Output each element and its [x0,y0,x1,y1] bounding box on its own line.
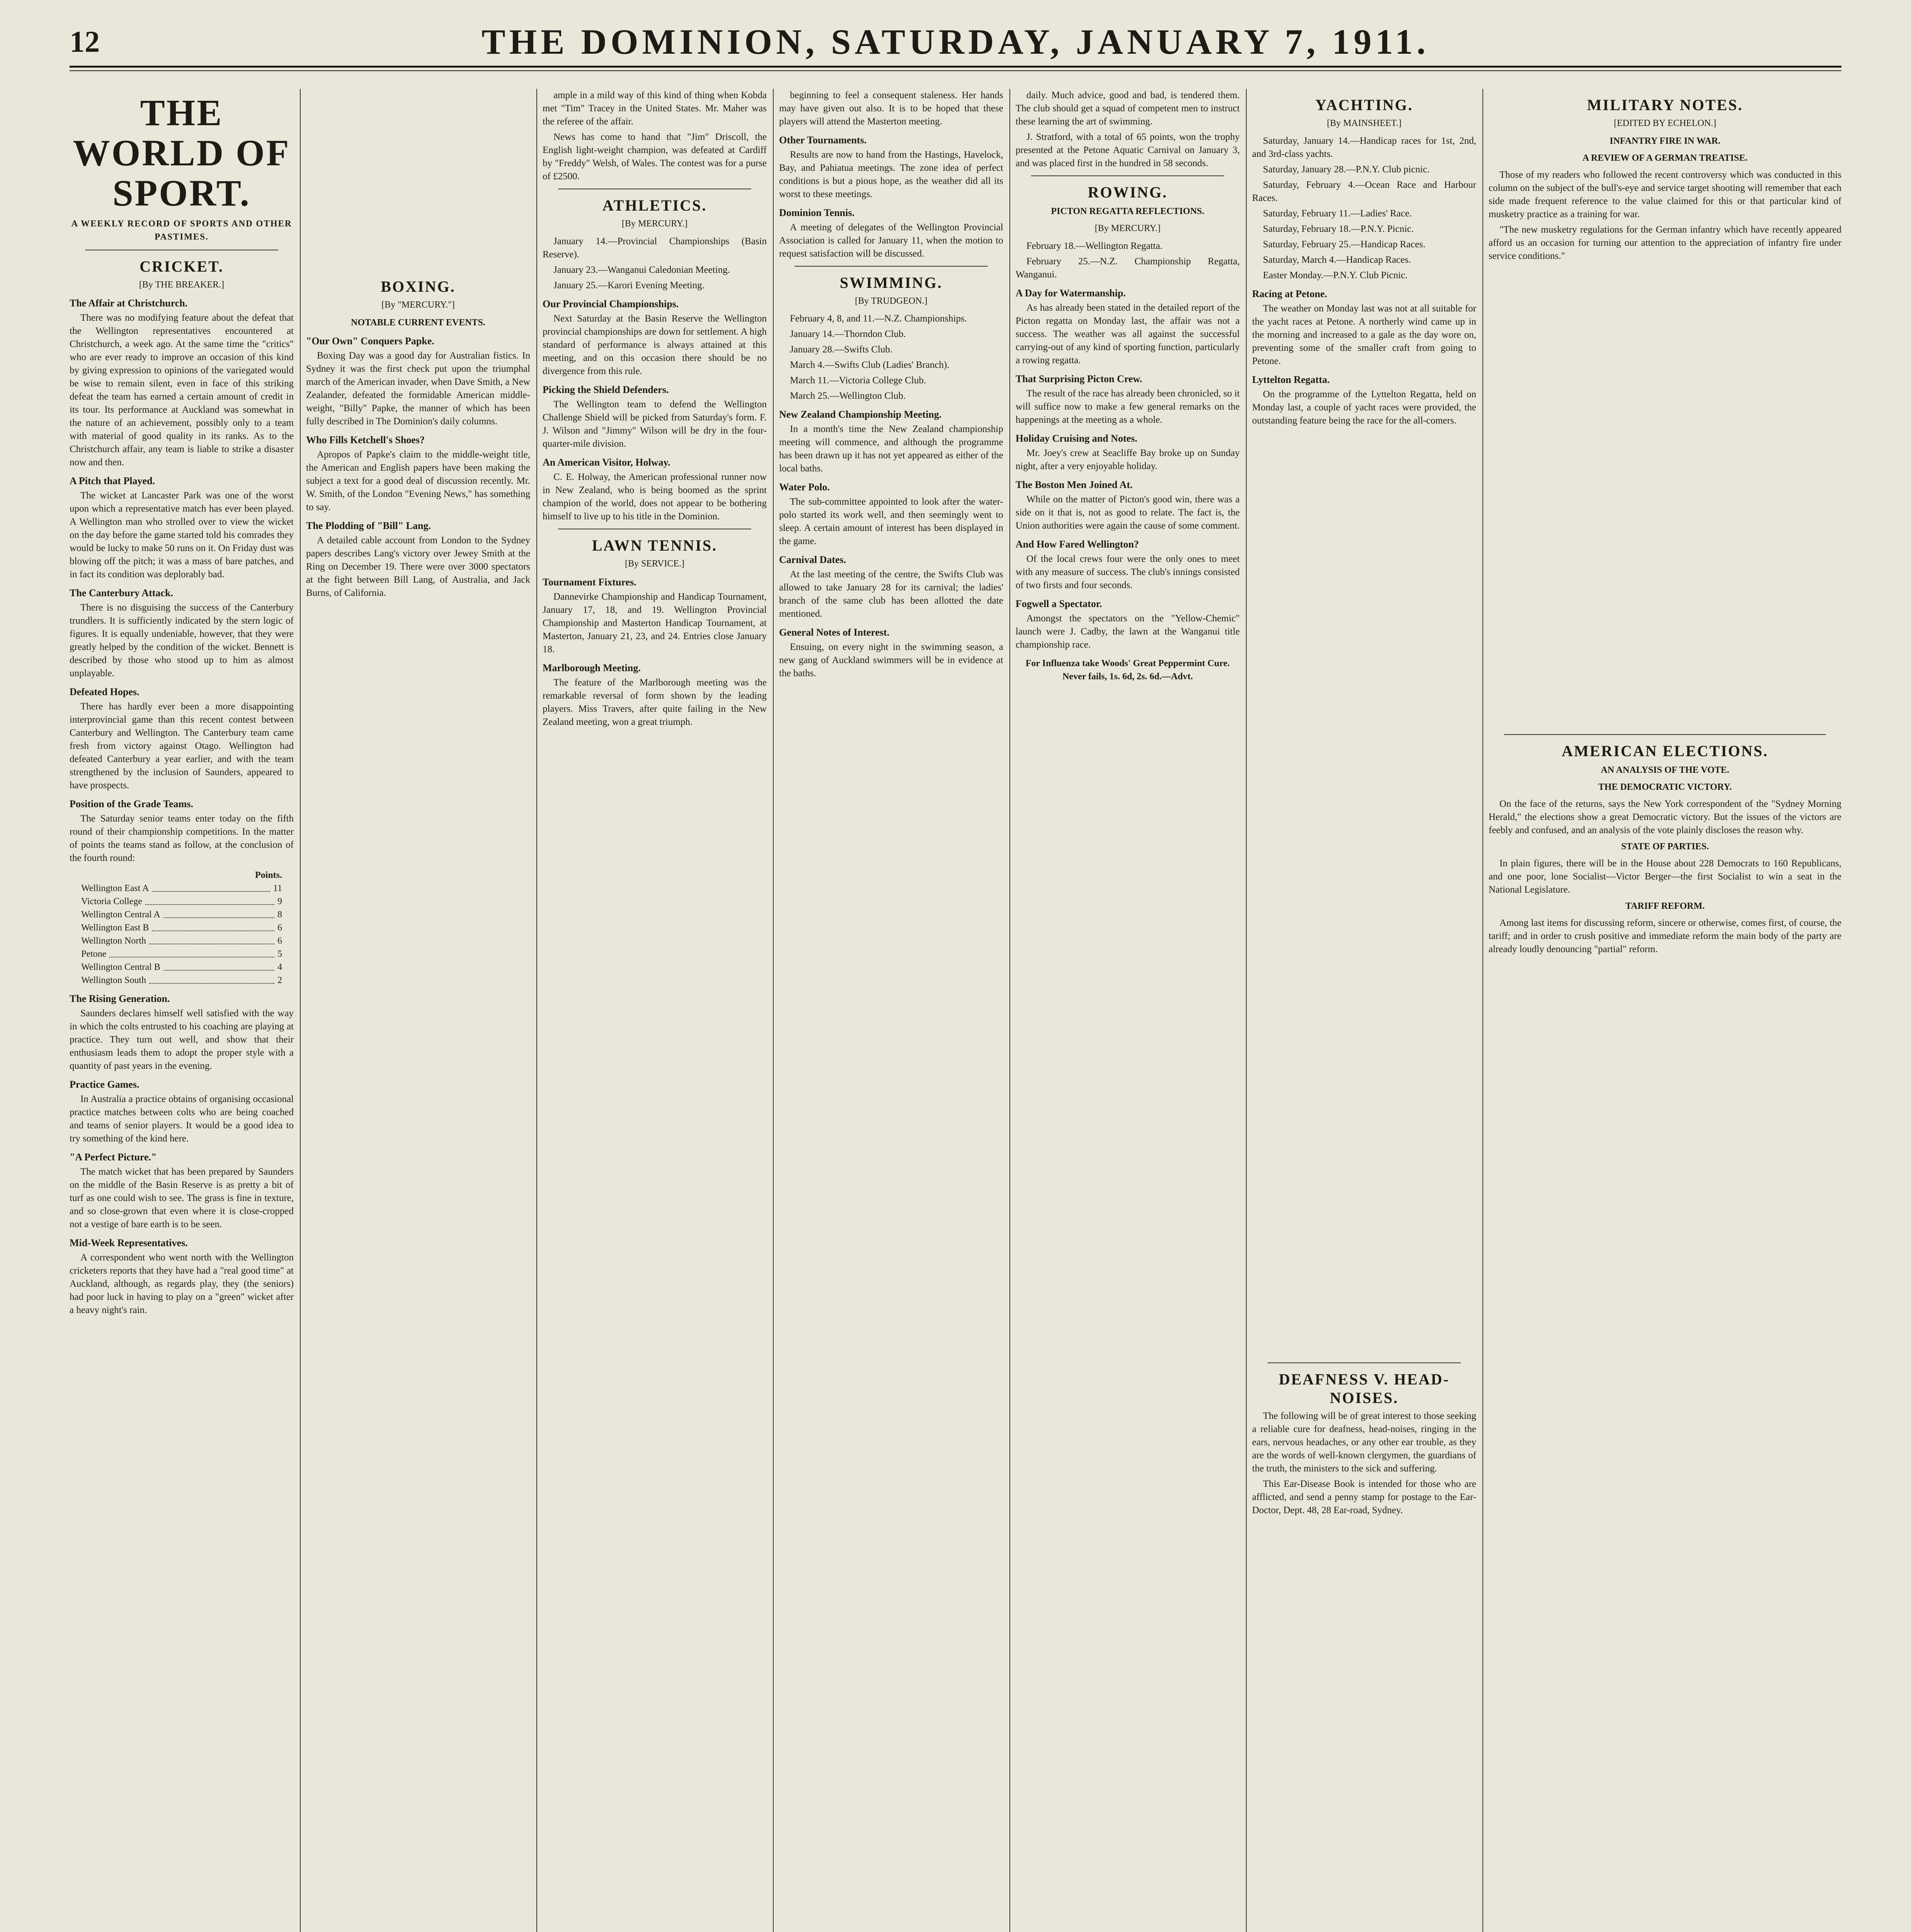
athletics-intro-2: News has come to hand that "Jim" Driscoll, the English light-weight champion, was defeated at Cardiff by "Freddy" Welsh, of Wales. The contest was for a purse of £2500. [543,132,767,182]
cricket-section: "A Perfect Picture." The match wicket that has been prepared by Saunders on the middle of the Basin Reserve is as pretty a bit of turf as one could wish to see. The grass is fine in texture, and so close-grown that even where it is close-cropped not a vestige of bare earth is to be seen. [70,1151,294,1230]
swimming-heading: SWIMMING. [840,274,943,291]
masthead-rule-thin [70,70,1841,71]
table-row: Victoria College 9 [81,895,282,908]
military-subheading: INFANTRY FIRE IN WAR. [1610,136,1720,146]
fixture-item: March 4.—Swifts Club (Ladies' Branch). [790,360,950,370]
cricket-byline: [By THE BREAKER.] [139,280,225,290]
yachting-section: Racing at Petone. The weather on Monday last was not at all suitable for the yacht races at Petone. A northerly wind came up in the morning and increased to a gale as the day wore on, preventing some of the smaller craft from going to Petone. [1252,288,1476,366]
fixture-item: March 11.—Victoria College Club. [790,375,926,386]
cricket-section: The Affair at Christchurch. There was no modifying feature about the defeat that the Wellington representatives encountered at Christchurch, a week ago. At the same time the "critics" who are ever ready to improve an occasion of this kind by giving expression to opinions of the variegated would be wise to remain silent, even in face of this striking defeat the team has earned a certain amount of credit in its tour. Its performance at Auckland was somewhat in the nature of an achievement, possibly only to a team with material of good quality in its ranks. As to the Christchurch affair, any team is liable to strike a disaster now and then. [70,298,294,468]
fixture-item: January 14.—Thorndon Club. [790,329,906,339]
cricket-heading: CRICKET. [140,258,224,275]
tennis-section: Dominion Tennis. A meeting of delegates of the Wellington Provincial Association is called for January 11, when the motion to request satisfaction will be discussed. [779,207,1003,259]
divider [1268,1362,1461,1363]
rowing-heading: ROWING. [1087,184,1168,201]
boxing-byline: [By "MERCURY."] [381,300,455,310]
swimming-byline: [By TRUDGEON.] [855,296,927,306]
masthead-rule [70,66,1841,68]
fixture-item: Saturday, January 28.—P.N.Y. Club picnic. [1263,164,1430,175]
rowing-section: A Day for Watermanship. As has already been stated in the detailed report of the Picton regatta on Monday last, the affair was not a success. The weather was all against the successful carrying-out of any kind of sporting function, particularly a rowing regatta. [1016,287,1240,366]
divider [795,266,988,267]
deafness-text: The following will be of great interest to those seeking a reliable cure for deafness, head-noises, ringing in the ears, nervous headaches, or any other ear trouble, as they are the words of well-known clergymen, the guardians of the truth, the ministers to the sick and suffering. [1252,1411,1476,1474]
military-text-2: "The new musketry regulations for the German infantry which have recently appeared afford us an occasion for turning our attention to the appreciation of infantry fire under service conditions." [1489,224,1841,261]
lawn-tennis-byline: [By SERVICE.] [625,559,685,569]
fixture-item: Easter Monday.—P.N.Y. Club Picnic. [1263,270,1408,281]
american-section: TARIFF REFORM. Among last items for discussing reform, sincere or otherwise, comes first, of course, the tariff; and in order to crush positive and immediate reform the main body of the party are already loudly denouncing "partial" reform. [1489,901,1841,954]
table-row: Petone 5 [81,947,282,961]
fixture-item: Saturday, February 18.—P.N.Y. Picnic. [1263,224,1414,234]
cricket-section: A Pitch that Played. The wicket at Lancaster Park was one of the worst upon which a representative match has ever been played. A Wellington man who strolled over to view the wicket on the day before the game started told his comrades they would be lucky to make 50 runs on it. On Friday dust was blowing off the pitch; it was a mass of bare patches, and in fact its condition was deplorably bad. [70,475,294,580]
swimming-section: Carnival Dates. At the last meeting of the centre, the Swifts Club was allowed to take January 28 for its carnival; the ladies' branch of the same club has been allotted the date mentioned. [779,554,1003,619]
military-subheading-2: A REVIEW OF A GERMAN TREATISE. [1582,153,1748,163]
swimming-section: General Notes of Interest. Ensuing, on every night in the swimming season, a new gang of Auckland swimmers will be in evidence at the baths. [779,627,1003,679]
points-table [81,869,282,987]
american-subheading: AN ANALYSIS OF THE VOTE. [1601,765,1729,775]
cricket-section: The Rising Generation. Saunders declares himself well satisfied with the way in which the colts entrusted to his coaching are playing at practice. They turn out well, and show that their enthusiasm leads them to adopt the proper style with a quantity of past years in the evening. [70,993,294,1071]
world-of-sport-title: THE WORLD OF SPORT. [73,92,291,214]
table-row: Wellington North 6 [81,934,282,947]
rowing-section: Fogwell a Spectator. Amongst the spectators on the "Yellow-Chemic" launch were J. Cadby, the lawn at the Wanganui title championship race. [1016,598,1240,650]
cricket-section: Mid-Week Representatives. A correspondent who went north with the Wellington cricketers reports that they have had a "real good time" at Auckland, although, as regards play, they (the seniors) had poor luck in having to play on a "green" wicket after a heavy night's rain. [70,1237,294,1315]
fixture-item: January 28.—Swifts Club. [790,344,893,355]
column-separator [1482,89,1483,1932]
athletics-heading: ATHLETICS. [602,197,707,214]
athletics-section: Our Provincial Championships. Next Saturday at the Basin Reserve the Wellington provincial championships are down for settlement. A high standard of performance is always attained at this meeting, and on this occasion there should be no divergence from this rule. [543,298,767,376]
world-of-sport-subtitle: A WEEKLY RECORD OF SPORTS AND OTHER PASTIMES. [71,219,292,242]
column-separator [300,89,301,1932]
boxing-heading: BOXING. [381,278,456,295]
boxing-section: Who Fills Ketchell's Shoes? Apropos of Papke's claim to the middle-weight title, the American and English papers have been making the subject a text for a good deal of discussion recently. Mr. W. Smith, of the London "Evening News," has something to say. [306,434,530,512]
column-2 [306,89,530,1932]
fixture-item: Saturday, February 4.—Ocean Race and Harbour Races. [1252,180,1476,203]
rowing-section: And How Fared Wellington? Of the local crews four were the only ones to meet with any measure of success. The club's innings consisted of two firsts and four seconds. [1016,539,1240,590]
column-4 [779,89,1003,1932]
divider [1504,734,1826,735]
tennis-section: Marlborough Meeting. The feature of the Marlborough meeting was the remarkable reversal of form shown by the leading players. Miss Travers, after quite failing in the New Zealand meeting, won a great triumph. [543,662,767,727]
boxing-section: "Our Own" Conquers Papke. Boxing Day was a good day for Australian fistics. In Sydney it was the first check put upon the triumphal march of the American invader, when Dave Smith, a New Zealander, defeated the formidable American middle-weight, "Billy" Papke, the manner of which has been fully described in The Dominion's daily columns. [306,335,530,427]
fixture-item: Saturday, February 11.—Ladies' Race. [1263,208,1412,219]
swimming-section: New Zealand Championship Meeting. In a month's time the New Zealand championship meeting will commence, and although the programme has been drawn up it has not yet appeared as either of the local baths. [779,409,1003,474]
american-text: On the face of the returns, says the New York correspondent of the "Sydney Morning Herald," the elections show a great Democratic victory. But the issues of the victors are feebly and confused, and an analysis of the vote plainly discloses the reason why. [1489,799,1841,835]
fixture-item: March 25.—Wellington Club. [790,391,906,401]
table-row: Wellington East B 6 [81,921,282,934]
lawn-tennis-heading: LAWN TENNIS. [592,537,718,554]
fixture-item: February 25.—N.Z. Championship Regatta, Wanganui. [1016,256,1240,280]
points-table-header: Points. [255,870,282,880]
table-row: Wellington South 2 [81,974,282,987]
column-5 [1016,89,1240,1932]
boxing-subheading: NOTABLE CURRENT EVENTS. [351,318,485,328]
column-1 [70,89,294,1932]
swimming-continued-2: J. Stratford, with a total of 65 points, won the trophy presented at the Petone Aquatic Carnival on January 3, and was placed first in the hundred in 58 seconds. [1016,132,1240,168]
column-separator [1009,89,1010,1932]
swimming-section: Water Polo. The sub-committee appointed to look after the water-polo started its work well, and then seemingly went to sleep. A certain amount of interest has been displayed in the game. [779,481,1003,546]
advertisement: For Influenza take Woods' Great Peppermint Cure. Never fails, 1s. 6d, 2s. 6d.—Advt. [1025,658,1230,682]
rowing-section: The Boston Men Joined At. While on the matter of Picton's good win, there was a side on it that is, not as good to relate. The fact is, the Union authorities were again the cause of some comment. [1016,479,1240,531]
column-separator [1246,89,1247,1932]
table-row: Wellington Central B 4 [81,961,282,974]
table-row: Wellington East A 11 [81,882,282,895]
fixture-item: Saturday, February 25.—Handicap Races. [1263,239,1426,250]
deafness-text-2: This Ear-Disease Book is intended for those who are afflicted, and send a penny stamp for postage to the Ear-Doctor, Dept. 48, 28 Ear-road, Sydney. [1252,1479,1476,1515]
cricket-section: Defeated Hopes. There has hardly ever been a more disappointing interprovincial game than this recent contest between Canterbury and Wellington. The Canterbury team came fresh from victory against Otago. Wellington had defeated Canterbury a year earlier, and with the team strengthened by the inclusion of Saunders, appeared to have prospects. [70,686,294,791]
yachting-byline: [By MAINSHEET.] [1327,118,1402,128]
tennis-section: Other Tournaments. Results are now to hand from the Hastings, Havelock, Bay, and Pahiatua meetings. The zone idea of perfect conditions is but a pious hope, as the weather did all its worst to these meetings. [779,134,1003,199]
column-7 [1489,89,1841,1932]
rowing-section: That Surprising Picton Crew. The result of the race has already been chronicled, so it will suffice now to make a few general remarks on the happenings at the meeting as a whole. [1016,373,1240,425]
newspaper-title: THE DOMINION, SATURDAY, JANUARY 7, 1911. [482,22,1429,61]
swimming-continued: daily. Much advice, good and bad, is tendered them. The club should get a squad of competent men to instruct these learning the art of swimming. [1016,90,1240,127]
american-section: STATE OF PARTIES. In plain figures, there will be in the House about 228 Democrats to 160 Republicans, and one poor, lone Socialist—Victor Berger—the first Socialist to win a seat in the National Legislature. [1489,842,1841,895]
column-3 [543,89,767,1932]
military-text: Those of my readers who followed the recent controversy which was conducted in this column on the subject of the bull's-eye and service target shooting will remember that each side made frequent reference to the value claimed for this or that particular kind of musketry practice as a training for war. [1489,170,1841,219]
cricket-section: Position of the Grade Teams. The Saturday senior teams enter today on the fifth round of their championship competitions. In the matter of points the teams stand as follow, at the conclusion of the fourth round: [70,798,294,863]
yachting-heading: YACHTING. [1315,96,1413,114]
tennis-section: Tournament Fixtures. Dannevirke Championship and Handicap Tournament, January 17, 18, and 19. Wellington Provincial Championship and Masterton Handicap Tournament, at Masterton, January 21, 23, and 24. Entries close January 18. [543,577,767,655]
military-heading: MILITARY NOTES. [1587,96,1743,114]
deafness-heading: DEAFNESS V. HEAD-NOISES. [1279,1371,1450,1406]
athletics-byline: [By MERCURY.] [621,219,688,229]
rowing-byline: [By MERCURY.] [1094,223,1161,233]
cricket-section: The Canterbury Attack. There is no disguising the success of the Canterbury trundlers. It is sufficiently indicated by the stern logic of figures. It is equally undeniable, however, that they were greatly helped by the condition of the wicket. Bennett is described by those who stood up to him as almost unplayable. [70,587,294,679]
table-row: Wellington Central A 8 [81,908,282,921]
cricket-section: Practice Games. In Australia a practice obtains of organising occasional practice matches between colts who are being coached and teams of senior players. It would be a good idea to try something of the kind here. [70,1079,294,1144]
fixture-item: January 23.—Wanganui Caledonian Meeting. [553,265,730,275]
fixture-item: February 4, 8, and 11.—N.Z. Championships. [790,313,967,324]
american-subheading-2: THE DEMOCRATIC VICTORY. [1598,782,1732,792]
column-separator [536,89,537,1932]
yachting-section: Lyttelton Regatta. On the programme of the Lyttelton Regatta, held on Monday last, a couple of yacht races were provided, the outstanding feature being the race for the all-comers. [1252,374,1476,426]
athletics-section: Picking the Shield Defenders. The Wellington team to defend the Wellington Challenge Shield will be picked from Saturday's form. F. J. Wilson and "Jimmy" Wilson will be dry in the four-quarter-mile division. [543,384,767,449]
athletics-intro: ample in a mild way of this kind of thing when Kobda met "Tim" Tracey in the United States. Mr. Maher was the referee of the affair. [543,90,767,127]
masthead [70,21,1841,64]
fixture-item: February 18.—Wellington Regatta. [1026,241,1163,251]
divider [1031,175,1224,176]
tennis-continued: beginning to feel a consequent staleness. Her hands may have given out also. It is to be hoped that these players will attend the Masterton meeting. [779,90,1003,127]
fixture-item: January 25.—Karori Evening Meeting. [553,280,705,291]
rowing-section: Holiday Cruising and Notes. Mr. Joey's crew at Seacliffe Bay broke up on Sunday night, after a very enjoyable holiday. [1016,433,1240,471]
fixture-item: Saturday, March 4.—Handicap Races. [1263,255,1411,265]
column-separator [773,89,774,1932]
american-elections-heading: AMERICAN ELECTIONS. [1562,742,1768,760]
column-6 [1252,89,1476,1932]
fixture-item: January 14.—Provincial Championships (Basin Reserve). [543,236,767,260]
fixture-item: Saturday, January 14.—Handicap races for 1st, 2nd, and 3rd-class yachts. [1252,136,1476,159]
military-byline: [EDITED BY ECHELON.] [1613,118,1717,128]
rowing-subheading: PICTON REGATTA REFLECTIONS. [1051,206,1205,216]
page-number: 12 [70,25,100,58]
boxing-section: The Plodding of "Bill" Lang. A detailed cable account from London to the Sydney papers describes Lang's victory over Jewey Smith at the Ring on December 19. There were over 3000 spectators at the fight between Bill Lang, of Australia, and Jack Burns, of California. [306,520,530,598]
athletics-section: An American Visitor, Holway. C. E. Holway, the American professional runner now in New Zealand, who is being boomed as the sprint champion of the world, does not appear to be bothering himself to live up to his title in the Dominion. [543,457,767,522]
